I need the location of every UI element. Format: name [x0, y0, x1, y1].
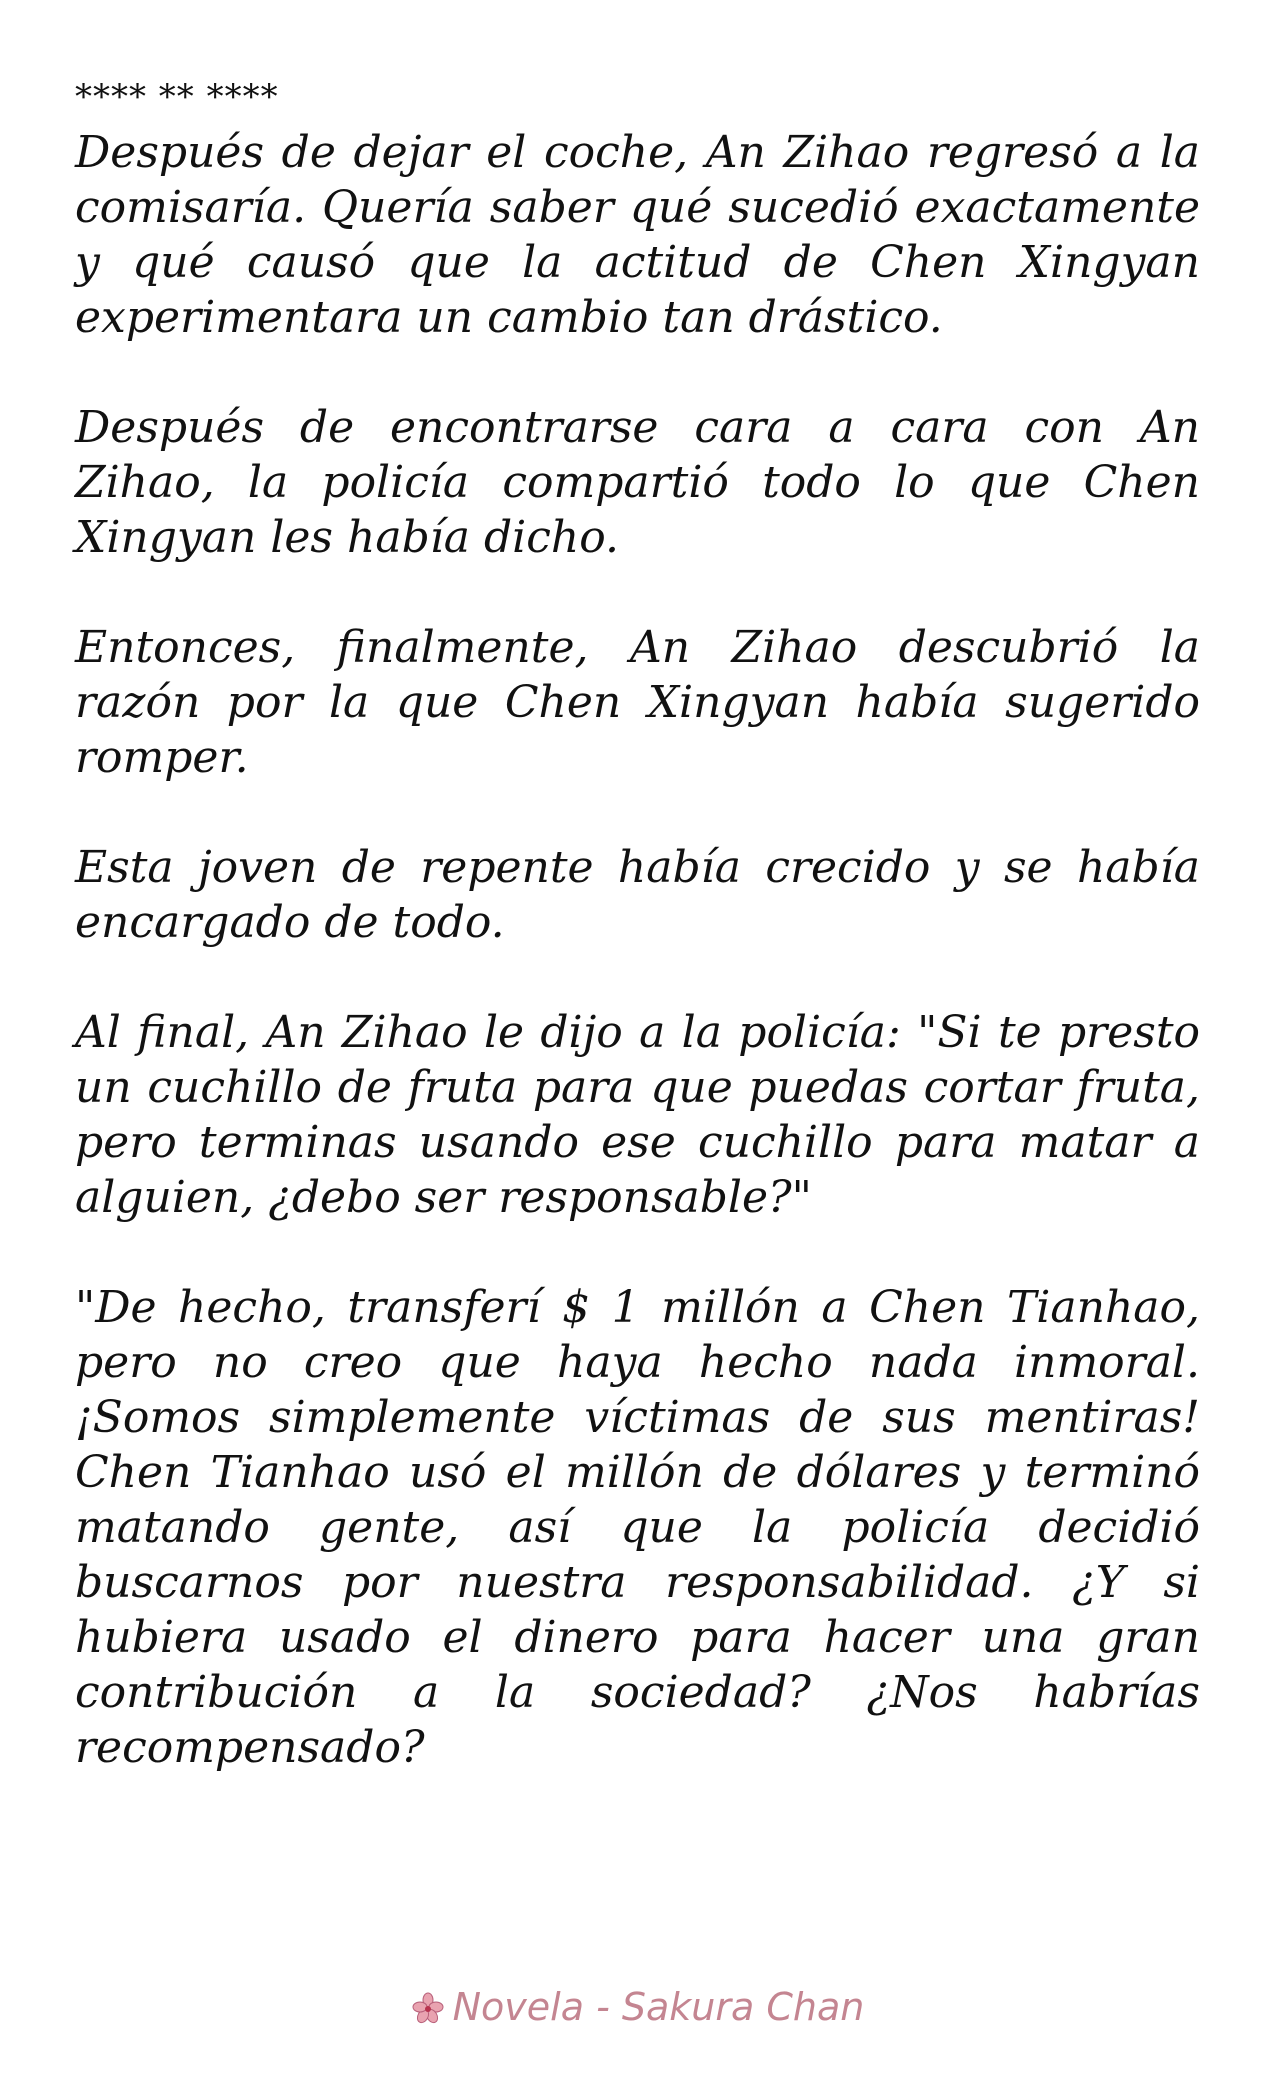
watermark-text: Novela - Sakura Chan [452, 1985, 865, 2029]
paragraph-3: Entonces, finalmente, An Zihao descubrió la razón por la que Chen Xingyan había sugerido romper. [75, 622, 1200, 783]
paragraph-6: "De hecho, transferí $ 1 millón a Chen Tianhao, pero no creo que haya hecho nada inmoral. ¡Somos simplemente víctimas de sus mentiras! Chen Tianhao usó el millón de dólares y terminó matando gente, así que la policía decidió buscarnos por nuestra responsabilidad. ¿Y si hubiera usado el dinero para hacer una gran contribución a la sociedad? ¿Nos habrías recompensado? [75, 1282, 1200, 1773]
watermark-footer [0, 1985, 1275, 2029]
paragraph-2: Después de encontrarse cara a cara con An Zihao, la policía compartió todo lo que Chen Xingyan les había dicho. [75, 402, 1200, 563]
paragraph-5: Al final, An Zihao le dijo a la policía: "Si te presto un cuchillo de fruta para que puedas cortar fruta, pero terminas usando ese cuchillo para matar a alguien, ¿debo ser responsable?" [75, 1007, 1200, 1223]
paragraph-4: Esta joven de repente había crecido y se había encargado de todo. [75, 842, 1200, 948]
section-separator: **** ** **** [75, 77, 279, 117]
sakura-flower-icon [411, 1990, 445, 2024]
document-body [75, 70, 1200, 1830]
paragraph-1: Después de dejar el coche, An Zihao regresó a la comisaría. Quería saber qué sucedió exactamente y qué causó que la actitud de Chen Xingyan experimentara un cambio tan drástico. [75, 127, 1200, 343]
